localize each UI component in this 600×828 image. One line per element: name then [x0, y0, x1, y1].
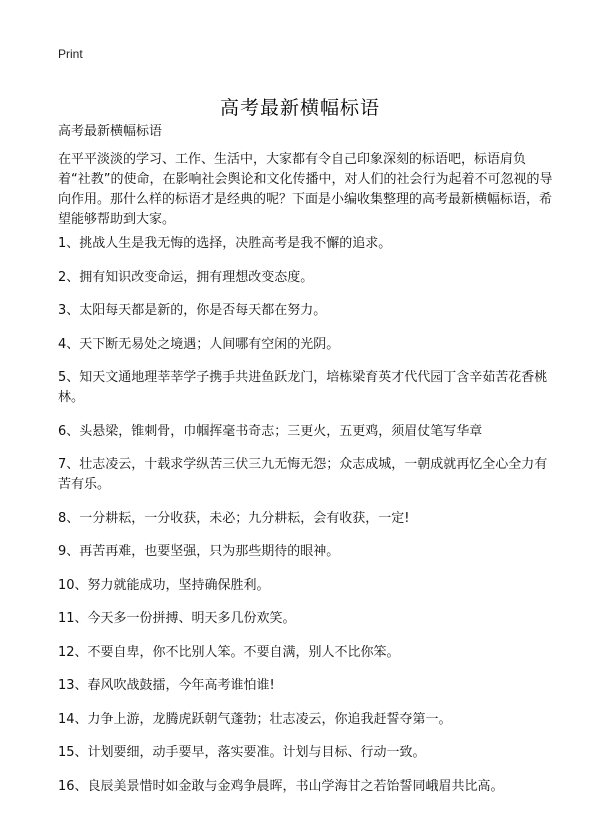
list-item: 15、计划要细，动手要早，落实要准。计划与目标、行动一致。: [58, 745, 426, 760]
list-item: 1、挑战人生是我无悔的选择，决胜高考是我不懈的追求。: [58, 236, 392, 251]
page-title: 高考最新横幅标语: [219, 96, 380, 119]
list-item: 13、春风吹战鼓擂，今年高考谁怕谁!: [58, 678, 275, 693]
article-subtitle: 高考最新横幅标语: [58, 124, 163, 139]
list-item: 9、再苦再难，也要坚强，只为那些期待的眼神。: [58, 544, 340, 559]
list-item: 4、天下断无易处之境遇；人间哪有空闲的光阴。: [58, 336, 340, 352]
slogan-list: [58, 234, 554, 810]
list-item: 2、拥有知识改变命运，拥有理想改变态度。: [58, 269, 314, 285]
print-link[interactable]: Print: [58, 47, 83, 61]
list-item: 10、努力就能成功，坚持确保胜利。: [58, 577, 270, 593]
list-item: 16、良辰美景惜时如金敢与金鸡争晨晖，书山学海甘之若饴誓同峨眉共比高。: [58, 778, 504, 794]
list-item: 7、壮志凌云，十载求学纵苦三伏三九无悔无怨；众志成城，一朝成就再忆全心全力有苦有乐。: [58, 457, 548, 492]
list-item: 3、太阳每天都是新的，你是否每天都在努力。: [58, 303, 327, 318]
list-item: 11、今天多一份拼搏、明天多几份欢笑。: [58, 611, 296, 626]
list-item: 5、知天文通地理莘莘学子携手共进鱼跃龙门，培栋梁育英才代代园丁含辛茹苦花香桃林。: [58, 370, 548, 405]
intro-paragraph: 在平平淡淡的学习、工作、生活中，大家都有令自己印象深刻的标语吧，标语肩负着“社教”的使命，在影响社会舆论和文化传播中，对人们的社会行为起着不可忽视的导向作用。那什么样的标语才是经典的呢？下面是小编收集整理的高考最新横幅标语，希望能够帮助到大家。: [58, 152, 553, 227]
list-item: 8、一分耕耘，一分收获，未必；九分耕耘，会有收获，一定!: [58, 510, 410, 526]
list-item: 6、头悬梁，锥刺骨，巾帼挥毫书奇志；三更火，五更鸡，须眉仗笔写华章: [58, 423, 483, 439]
list-item: 12、不要自卑，你不比别人笨。不要自满，别人不比你笨。: [58, 644, 400, 660]
list-item: 14、力争上游，龙腾虎跃朝气蓬勃；壮志凌云，你追我赶誓夺第一。: [58, 711, 452, 727]
